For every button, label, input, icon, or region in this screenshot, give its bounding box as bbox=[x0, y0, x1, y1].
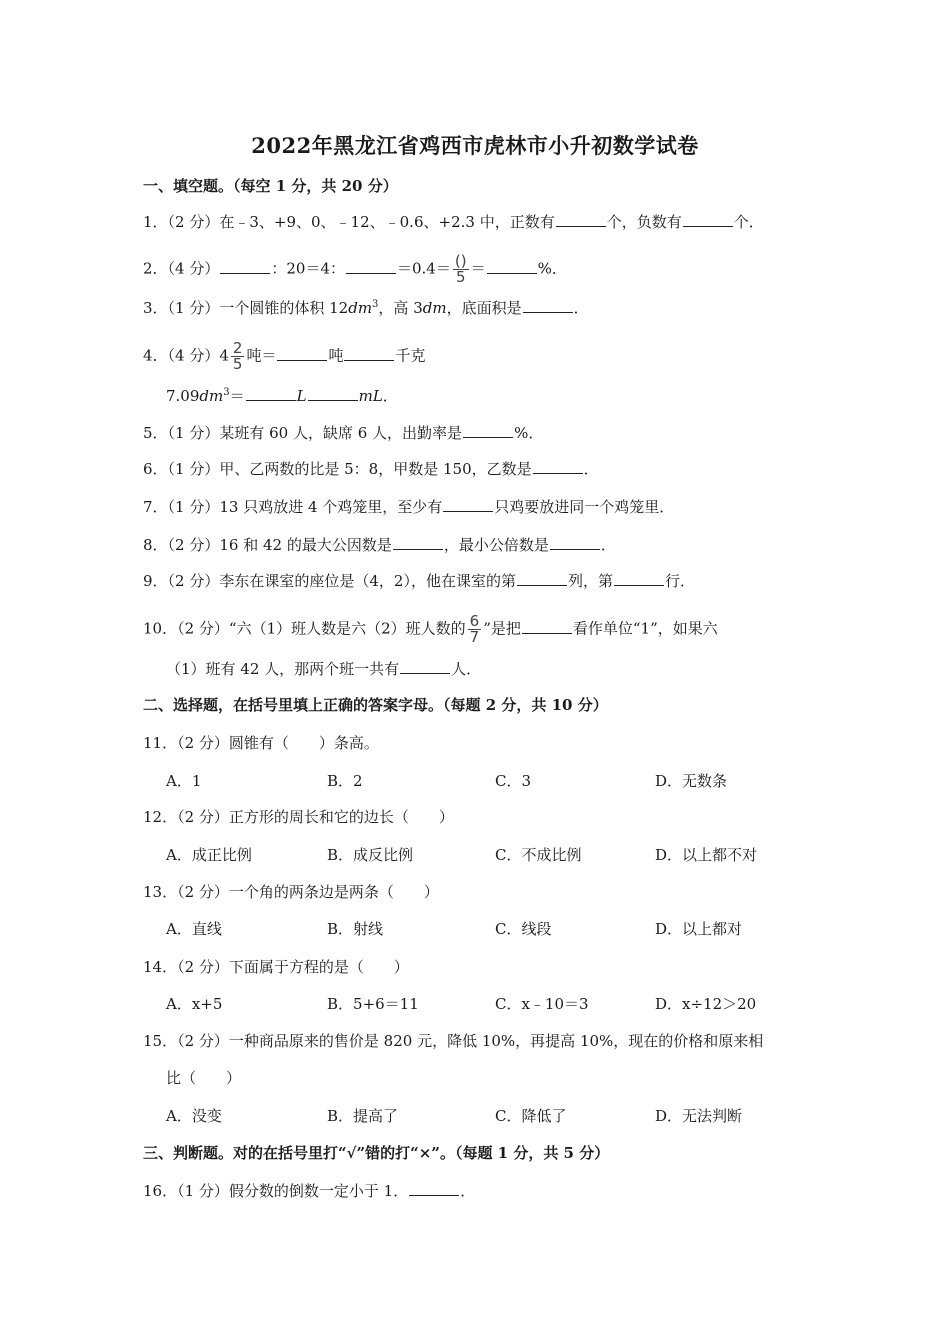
question-2: 2．（4 分） ：20＝4： ＝0.4＝ $\frac{()}{5}$ ＝ %． bbox=[143, 252, 567, 286]
option-d[interactable]: D．x÷12＞20 bbox=[655, 995, 757, 1013]
question-10-part-2: （1）班有 42 人，那两个班一共有 人． bbox=[166, 660, 482, 678]
question-7: 7．（1 分）13 只鸡放进 4 个鸡笼里，至少有 只鸡要放进同一个鸡笼里． bbox=[143, 498, 675, 516]
question-6: 6．（1 分）甲、乙两数的比是 5：8，甲数是 150，乙数是 ． bbox=[143, 460, 599, 478]
option-b[interactable]: B．5+6＝11 bbox=[327, 995, 419, 1013]
answer-blank[interactable] bbox=[517, 571, 567, 586]
option-b[interactable]: B．2 bbox=[327, 772, 363, 790]
option-b[interactable]: B．成反比例 bbox=[327, 846, 414, 864]
option-a[interactable]: A．1 bbox=[166, 772, 202, 790]
answer-blank[interactable] bbox=[522, 619, 572, 634]
question-16: 16．（1 分）假分数的倒数一定小于 1． ． bbox=[143, 1182, 476, 1200]
answer-blank[interactable] bbox=[344, 346, 394, 361]
section-2-heading: 二、选择题，在括号里填上正确的答案字母。（每题 2 分，共 10 分） bbox=[143, 696, 608, 714]
question-15-part-2: 比（ ） bbox=[166, 1069, 242, 1087]
option-d[interactable]: D．无数条 bbox=[655, 772, 728, 790]
option-c[interactable]: C．线段 bbox=[495, 920, 552, 938]
answer-blank[interactable] bbox=[487, 259, 537, 274]
option-c[interactable]: C．降低了 bbox=[495, 1107, 567, 1125]
fraction: $\frac{()}{5}$ bbox=[454, 252, 467, 286]
section-1-heading: 一、填空题。（每空 1 分，共 20 分） bbox=[143, 177, 398, 195]
answer-blank[interactable] bbox=[246, 386, 296, 401]
question-1: 1．（2 分）在﹣3、+9、0、﹣12、﹣0.6、+2.3 中，正数有 个，负数有 个． bbox=[143, 213, 764, 231]
answer-blank[interactable] bbox=[346, 259, 396, 274]
answer-blank[interactable] bbox=[463, 423, 513, 438]
answer-blank[interactable] bbox=[614, 571, 664, 586]
answer-blank[interactable] bbox=[277, 346, 327, 361]
question-13: 13．（2 分）一个角的两条边是两条（ ） bbox=[143, 883, 439, 901]
answer-blank[interactable] bbox=[393, 535, 443, 550]
answer-blank[interactable] bbox=[683, 212, 733, 227]
option-c[interactable]: C．3 bbox=[495, 772, 532, 790]
option-b[interactable]: B．射线 bbox=[327, 920, 384, 938]
option-a[interactable]: A．x+5 bbox=[166, 995, 223, 1013]
answer-blank[interactable] bbox=[400, 659, 450, 674]
question-4: 4．（4 分）4 $\frac{2}{5}$ 吨＝ 吨 千克 bbox=[143, 339, 426, 373]
option-d[interactable]: D．以上都对 bbox=[655, 920, 743, 938]
page-title: 2022年黑龙江省鸡西市虎林市小升初数学试卷 bbox=[251, 133, 699, 158]
question-11: 11．（2 分）圆锥有（ ）条高。 bbox=[143, 734, 379, 752]
question-10: 10．（2 分）“六（1）班人数是六（2）班人数的 $\frac{6}{7}$ ”是把 看作单位“1”，如果六 bbox=[143, 612, 718, 646]
option-a[interactable]: A．没变 bbox=[166, 1107, 222, 1125]
section-3-heading: 三、判断题。对的在括号里打“√”错的打“×”。（每题 1 分，共 5 分） bbox=[143, 1144, 610, 1162]
option-d[interactable]: D．以上都不对 bbox=[655, 846, 758, 864]
answer-blank[interactable] bbox=[550, 535, 600, 550]
question-8: 8．（2 分）16 和 42 的最大公因数是 ，最小公倍数是 ． bbox=[143, 536, 616, 554]
question-9: 9．（2 分）李东在课室的座位是（4，2），他在课室的第 列，第 行． bbox=[143, 572, 695, 590]
answer-blank[interactable] bbox=[443, 497, 493, 512]
question-14: 14．（2 分）下面属于方程的是（ ） bbox=[143, 958, 409, 976]
question-15: 15．（2 分）一种商品原来的售价是 820 元，降低 10%，再提高 10%，现在的价格和原来相 bbox=[143, 1032, 764, 1050]
answer-blank[interactable] bbox=[556, 212, 606, 227]
fraction: $\frac{6}{7}$ bbox=[469, 612, 480, 646]
question-5: 5．（1 分）某班有 60 人，缺席 6 人，出勤率是 %． bbox=[143, 424, 544, 442]
question-3: 3．（1 分）一个圆锥的体积 $12dm^3$，高 3dm，底面积是 ． bbox=[143, 299, 589, 317]
question-12: 12．（2 分）正方形的周长和它的边长（ ） bbox=[143, 808, 454, 826]
question-4-part-2: $7.09dm^3= L$ mL． bbox=[166, 387, 398, 405]
option-a[interactable]: A．直线 bbox=[166, 920, 222, 938]
answer-blank[interactable] bbox=[523, 298, 573, 313]
answer-blank[interactable] bbox=[533, 459, 583, 474]
option-c[interactable]: C．x﹣10＝3 bbox=[495, 995, 589, 1013]
option-a[interactable]: A．成正比例 bbox=[166, 846, 252, 864]
answer-blank[interactable] bbox=[220, 259, 270, 274]
option-d[interactable]: D．无法判断 bbox=[655, 1107, 743, 1125]
fraction: $\frac{2}{5}$ bbox=[232, 339, 243, 373]
option-c[interactable]: C．不成比例 bbox=[495, 846, 582, 864]
option-b[interactable]: B．提高了 bbox=[327, 1107, 399, 1125]
answer-blank[interactable] bbox=[409, 1181, 459, 1196]
answer-blank[interactable] bbox=[308, 386, 358, 401]
